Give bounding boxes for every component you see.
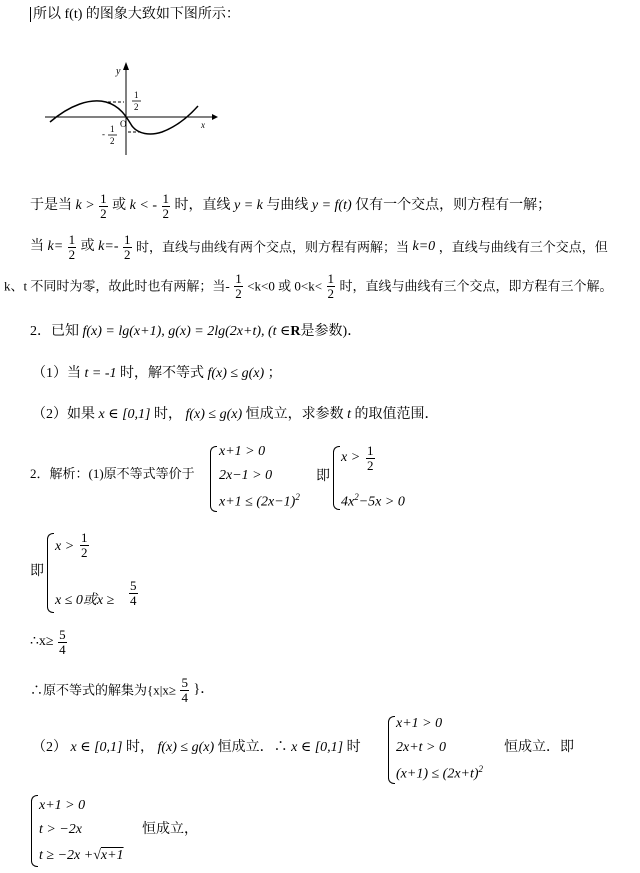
brace-system-4 (388, 716, 395, 784)
question-two-part-one: （1）当 t = -1 时，解不等式 f(x) ≤ g(x) ； (32, 366, 282, 381)
svg-text:2: 2 (134, 102, 139, 112)
brace-system-3 (47, 533, 54, 613)
holds-label-2: 恒成立， (142, 822, 198, 837)
solution-part-two: （2） x ∈ [0,1] 时， f(x) ≤ g(x) 恒成立．∴ x ∈ [0,1] 时 (32, 740, 361, 755)
brace-system-2 (333, 446, 340, 510)
svg-text:1: 1 (134, 90, 139, 100)
svg-text:2: 2 (110, 136, 115, 146)
ji-label-1: 即 (316, 469, 330, 484)
brace-system-1 (210, 446, 217, 512)
solution-set: ∴原不等式的解集为{x|x≥ $\frac{5}{4}$ }． (30, 675, 215, 705)
y-axis-label: y (116, 66, 121, 77)
brace-system-5 (31, 795, 38, 867)
therefore-x: ∴x≥ $\frac{5}{4}$ (30, 627, 66, 657)
para-three-solutions: k、t 不同时为零，故此时也有两解；当- $\frac{1}{2}$ <k<0 或 0<k< $\frac{1}{2}$ 时，直线与曲线有三个交点，即方程有三个解。 (4, 271, 613, 301)
ji-label-2: 即 (30, 564, 44, 579)
para-one-solution: 于是当 k > $\frac{1}{2}$ 或 k < - $\frac{1}{2}$ 时，直线 y = k 与曲线 y = f(t) 仅有一个交点，则方程有一解； (30, 191, 552, 221)
para-two-solutions: 当 k= $\frac{1}{2}$ 或 k=- $\frac{1}{2}$ 时，直线与曲线有两个交点，则方程有两解；当 k=0 ，直线与曲线有三个交点，但 (30, 232, 608, 262)
svg-text:1: 1 (110, 124, 115, 134)
origin-label: O (120, 119, 127, 129)
question-two-part-two: （2）如果 x ∈ [0,1] 时， f(x) ≤ g(x) 恒成立，求参数 t 的取值范围． (32, 407, 439, 422)
question-two: 2．已知 f(x) = lg(x+1), g(x) = 2lg(2x+t), (t ∈R是参数)． (30, 324, 362, 339)
solution-heading: 2．解析：(1)原不等式等价于 (30, 466, 195, 481)
holds-label-1: 恒成立．即 (504, 740, 574, 755)
x-axis-label: x (201, 120, 205, 130)
line-intro: 所以 f(t) 的图象大致如下图所示： (30, 8, 240, 22)
function-graph (40, 60, 220, 160)
svg-text:-: - (102, 129, 105, 139)
